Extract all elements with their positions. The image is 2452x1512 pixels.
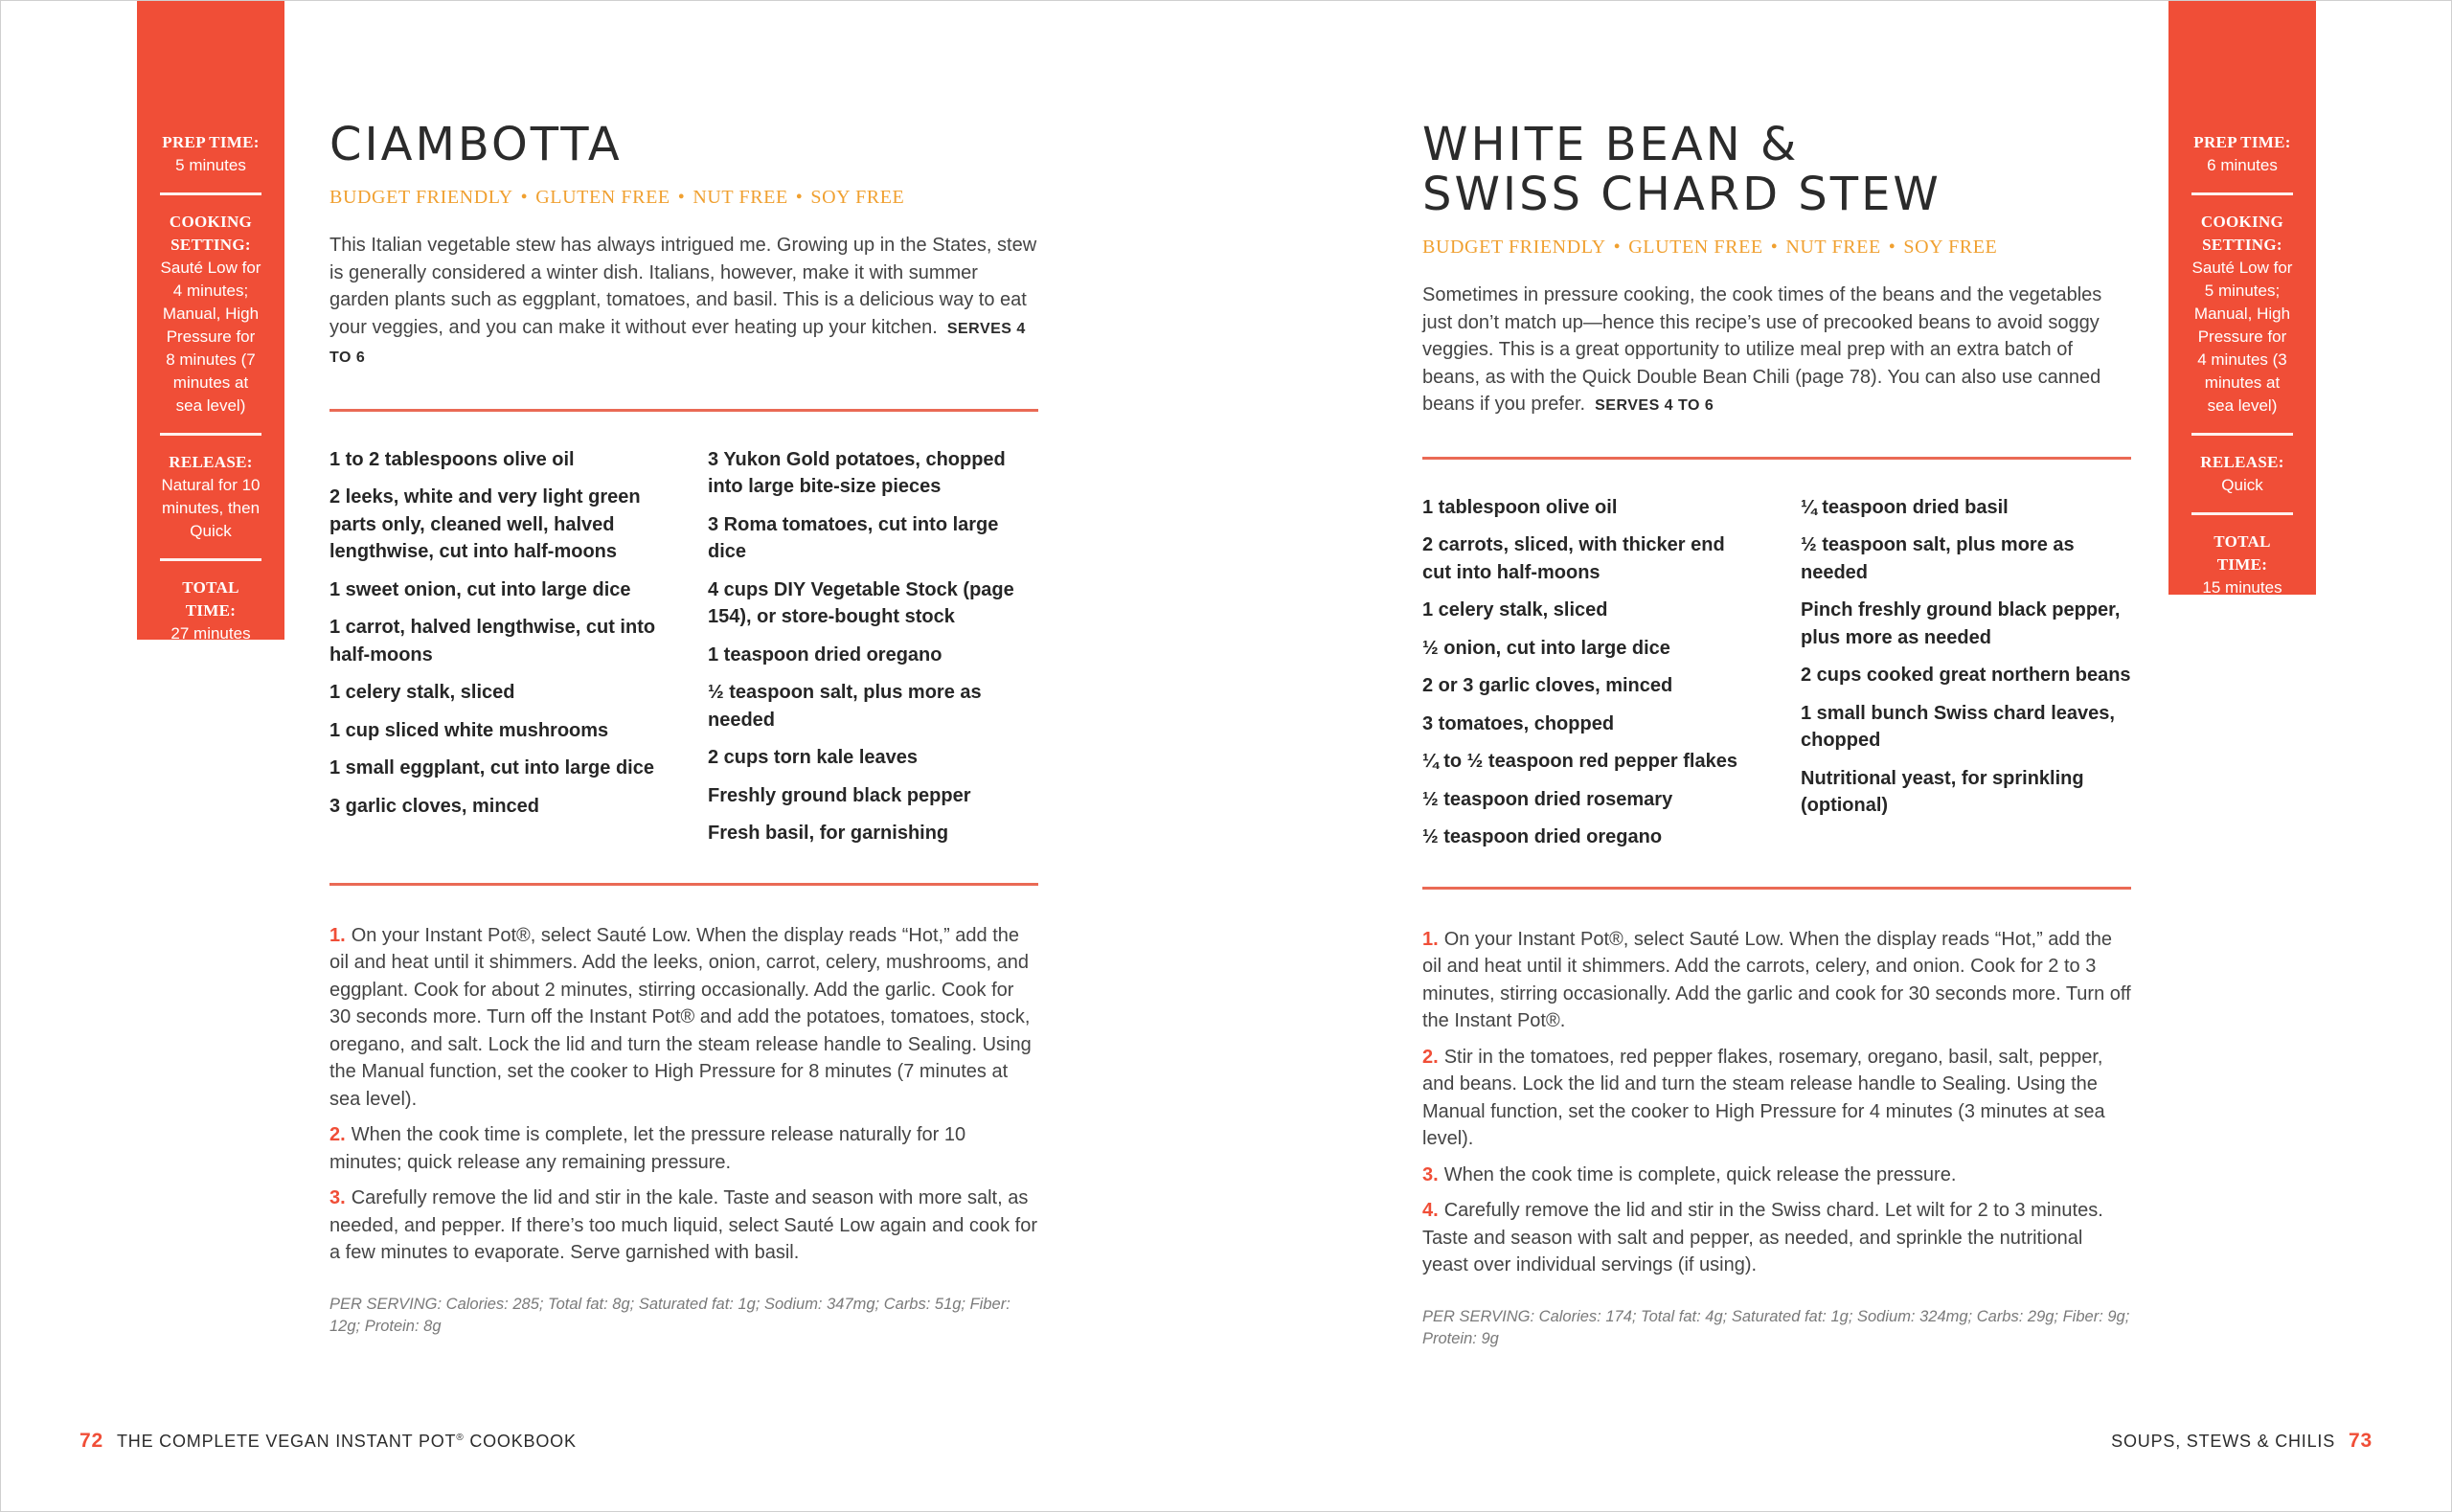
diet-tag: GLUTEN FREE (535, 187, 670, 208)
step-number: 2. (329, 1124, 346, 1145)
diet-tag: BUDGET FRIENDLY (1422, 237, 1606, 258)
release-value: Quick (2221, 476, 2263, 494)
cooking-setting-block (160, 192, 261, 433)
release-label: RELEASE: (169, 453, 253, 471)
step-text: Carefully remove the lid and stir in the Swiss chard. Let wilt for 2 to 3 minutes. Taste and season with salt and pepper, as needed, and sprinkle the nutritional yeast over individual servings (if using). (1422, 1200, 2103, 1275)
ingredient-item: 2 leeks, white and very light green parts only, cleaned well, halved lengthwise, cut into half-moons (329, 486, 641, 562)
recipe-info-sidebar (2168, 1, 2316, 595)
ingredients-column (1422, 494, 1753, 862)
title-line: WHITE BEAN & (1422, 118, 1800, 171)
recipe-intro (1422, 282, 2131, 420)
serves-label: SERVES 4 TO 6 (1595, 397, 1714, 414)
release-label: RELEASE: (2200, 453, 2284, 471)
prep-time-block (160, 127, 261, 192)
instructions-list (1422, 926, 2131, 1279)
tag-separator: • (677, 187, 686, 208)
ingredient-item: 3 Roma tomatoes, cut into large dice (708, 513, 999, 562)
ingredient-item: 1 to 2 tablespoons olive oil (329, 448, 575, 470)
nutrition-info: PER SERVING: Calories: 285; Total fat: 8g; Saturated fat: 1g; Sodium: 347mg; Carbs: 51g; Fiber: 12g; Protein: 8g (329, 1295, 1010, 1335)
registered-mark: ® (456, 1433, 465, 1443)
tag-separator: • (1888, 237, 1896, 258)
recipe-title (1422, 120, 2131, 219)
ingredient-item: 1 tablespoon olive oil (1422, 496, 1618, 518)
tag-separator: • (1770, 237, 1779, 258)
step-text: Carefully remove the lid and stir in the kale. Taste and season with more salt, as needed, and pepper. If there’s too much liquid, select Sauté Low again and cook for a few minutes to evaporate. Serve garnished with basil. (329, 1187, 1038, 1263)
ingredient-item: 2 or 3 garlic cloves, minced (1422, 675, 1673, 696)
prep-time-block (2191, 127, 2293, 192)
ingredient-item: ½ onion, cut into large dice (1422, 637, 1670, 659)
ingredient-item: 3 Yukon Gold potatoes, chopped into large bite-size pieces (708, 448, 1006, 497)
release-value: Natural for 10 minutes, then Quick (161, 476, 261, 540)
diet-tags (1422, 237, 2131, 259)
ingredient-item: 1 teaspoon dried oregano (708, 643, 942, 666)
instructions-list (329, 922, 1038, 1267)
diet-tag: SOY FREE (810, 187, 905, 208)
total-time-label: TOTAL TIME: (182, 578, 239, 620)
title-line: SWISS CHARD STEW (1422, 168, 1941, 221)
instruction-step (1422, 1044, 2131, 1153)
ingredient-item: ½ teaspoon salt, plus more as needed (708, 682, 982, 731)
total-time-value: 15 minutes (2202, 578, 2282, 597)
ingredient-item: 1 small bunch Swiss chard leaves, chopped (1801, 702, 2115, 751)
ingredient-item: Pinch freshly ground black pepper, plus more as needed (1801, 599, 2121, 648)
step-text: On your Instant Pot®, select Sauté Low. When the display reads “Hot,” add the oil and heat until it shimmers. Add the carrots, celery, and onion. Cook for 2 to 3 minutes, stirring occasionally. Add the garlic and cook for 30 seconds more. Turn off the Instant Pot®. (1422, 928, 2131, 1031)
ingredient-item: 2 cups torn kale leaves (708, 747, 919, 768)
divider (329, 883, 1038, 886)
ingredients-column (1801, 494, 2131, 862)
step-number: 2. (1422, 1046, 1439, 1068)
step-text: On your Instant Pot®, select Sauté Low. When the display reads “Hot,” add the oil and heat until it shimmers. Add the leeks, onion, carrot, celery, mushrooms, and eggplant. Cook for about 2 minutes, stirring occasionally. Add the garlic. Cook for 30 seconds more. Turn off the Instant Pot® and add the potatoes, tomatoes, stock, oregano, and salt. Lock the lid and turn the steam release handle to Sealing. Using the Manual function, set the cooker to High Pressure for 8 minutes (7 minutes at sea level). (329, 924, 1032, 1110)
step-number: 3. (1422, 1163, 1439, 1185)
ingredient-item: Freshly ground black pepper (708, 784, 971, 806)
ingredient-item: ½ teaspoon dried rosemary (1422, 788, 1673, 810)
ingredient-item: Fresh basil, for garnishing (708, 823, 949, 844)
instruction-step (329, 1121, 1038, 1176)
instruction-step (1422, 926, 2131, 1035)
release-block (160, 433, 261, 558)
prep-time-value: 5 minutes (175, 156, 246, 174)
instruction-step (329, 922, 1038, 1114)
diet-tag: SOY FREE (1903, 237, 1998, 258)
step-text: When the cook time is complete, let the pressure release naturally for 10 minutes; quick release any remaining pressure. (329, 1124, 966, 1173)
total-time-value: 27 minutes (170, 624, 251, 643)
ingredients-column (708, 446, 1038, 858)
ingredients-column (329, 446, 660, 858)
step-number: 3. (329, 1187, 346, 1208)
cooking-setting-value: Sauté Low for 4 minutes; Manual, High Pressure for 8 minutes (7 minutes at sea level) (160, 259, 261, 415)
book-title: THE COMPLETE VEGAN INSTANT POT (116, 1432, 457, 1451)
ingredient-item: 1 small eggplant, cut into large dice (329, 757, 654, 779)
step-text: Stir in the tomatoes, red pepper flakes, rosemary, oregano, basil, salt, pepper, and beans. Lock the lid and turn the steam release handle to Sealing. Using the Manual function, set the cooker to High Pressure for 4 minutes (3 minutes at sea level). (1422, 1046, 2105, 1149)
ingredients-list (1422, 494, 2131, 862)
step-number: 1. (329, 924, 346, 946)
ingredient-item: 2 carrots, sliced, with thicker end cut into half-moons (1422, 534, 1725, 583)
diet-tag: GLUTEN FREE (1628, 237, 1763, 258)
ingredient-item: 3 garlic cloves, minced (329, 795, 539, 817)
step-text: When the cook time is complete, quick release the pressure. (1443, 1163, 1957, 1185)
page-number: 73 (2349, 1430, 2373, 1452)
prep-time-label: PREP TIME: (162, 133, 260, 151)
diet-tag: NUT FREE (1785, 237, 1881, 258)
ingredient-item: 2 cups cooked great northern beans (1801, 665, 2131, 686)
ingredient-item: 1 carrot, halved lengthwise, cut into half-moons (329, 617, 656, 666)
instruction-step (1422, 1162, 2131, 1189)
tag-separator: • (520, 187, 529, 208)
ingredient-item: Nutritional yeast, for sprinkling (optional) (1801, 767, 2084, 816)
serves-label: SERVES 4 TO 6 (329, 320, 1026, 366)
recipe-title: CIAMBOTTA (329, 118, 623, 171)
page-footer (79, 1430, 577, 1453)
right-page (1226, 1, 2451, 1511)
divider (1422, 457, 2131, 460)
ingredient-item: ½ teaspoon salt, plus more as needed (1801, 534, 2075, 583)
cooking-setting-block (2191, 192, 2293, 433)
recipe-intro (329, 232, 1038, 372)
book-title-suffix: COOKBOOK (464, 1432, 577, 1451)
prep-time-value: 6 minutes (2207, 156, 2278, 174)
ingredient-item: 3 tomatoes, chopped (1422, 712, 1615, 734)
diet-tag: NUT FREE (692, 187, 788, 208)
ingredient-item: 1 sweet onion, cut into large dice (329, 578, 631, 600)
step-number: 4. (1422, 1200, 1439, 1221)
ingredient-item: 1 cup sliced white mushrooms (329, 719, 609, 741)
tag-separator: • (1613, 237, 1622, 258)
left-page (1, 1, 1226, 1511)
cooking-setting-value: Sauté Low for 5 minutes; Manual, High Pressure for 4 minutes (3 minutes at sea level) (2191, 259, 2293, 415)
intro-text: Sometimes in pressure cooking, the cook times of the beans and the vegetables just don’t match up—hence this recipe’s use of precooked beans to avoid soggy veggies. This is a great opportunity to utilize meal prep with an extra batch of beans, as with the Quick Double Bean Chili (page 78). You can also use canned beans if you prefer. (1422, 284, 2102, 415)
intro-text: This Italian vegetable stew has always intrigued me. Growing up in the States, stew is generally considered a winter dish. Italians, however, make it with summer garden plants such as eggplant, tomatoes, and basil. This is a delicious way to eat your veggies, and you can make it without ever heating up your kitchen. (329, 235, 1037, 338)
prep-time-label: PREP TIME: (2193, 133, 2291, 151)
recipe-content (1422, 120, 2131, 1350)
ingredient-item: 1 celery stalk, sliced (1422, 599, 1608, 621)
ingredient-item: ½ teaspoon dried oregano (1422, 826, 1663, 847)
divider (329, 409, 1038, 412)
release-block (2191, 433, 2293, 512)
ingredient-item: 1 celery stalk, sliced (329, 682, 515, 703)
total-time-block (160, 558, 261, 661)
tag-separator: • (795, 187, 804, 208)
diet-tag: BUDGET FRIENDLY (329, 187, 513, 208)
total-time-label: TOTAL TIME: (2214, 532, 2271, 574)
ingredient-item: ¼ to ½ teaspoon red pepper flakes (1422, 751, 1737, 772)
nutrition-info: PER SERVING: Calories: 174; Total fat: 4g; Saturated fat: 1g; Sodium: 324mg; Carbs: 29g; Fiber: 9g; Protein: 9g (1422, 1307, 2130, 1347)
cooking-setting-label: COOKING SETTING: (2200, 213, 2284, 254)
instruction-step (329, 1185, 1038, 1267)
diet-tags (329, 187, 1038, 209)
divider (1422, 887, 2131, 890)
ingredient-item: 4 cups DIY Vegetable Stock (page 154), or store-bought stock (708, 578, 1014, 627)
instruction-step (1422, 1197, 2131, 1279)
recipe-info-sidebar (137, 1, 284, 643)
ingredient-item: ¼ teaspoon dried basil (1801, 496, 2009, 518)
page-number: 72 (79, 1430, 103, 1452)
section-title: SOUPS, STEWS & CHILIS (2111, 1432, 2336, 1451)
ingredients-list (329, 446, 1038, 858)
step-number: 1. (1422, 928, 1439, 950)
total-time-block (2191, 512, 2293, 615)
page-footer (2111, 1430, 2373, 1453)
recipe-content (329, 120, 1038, 1338)
cooking-setting-label: COOKING SETTING: (169, 213, 253, 254)
